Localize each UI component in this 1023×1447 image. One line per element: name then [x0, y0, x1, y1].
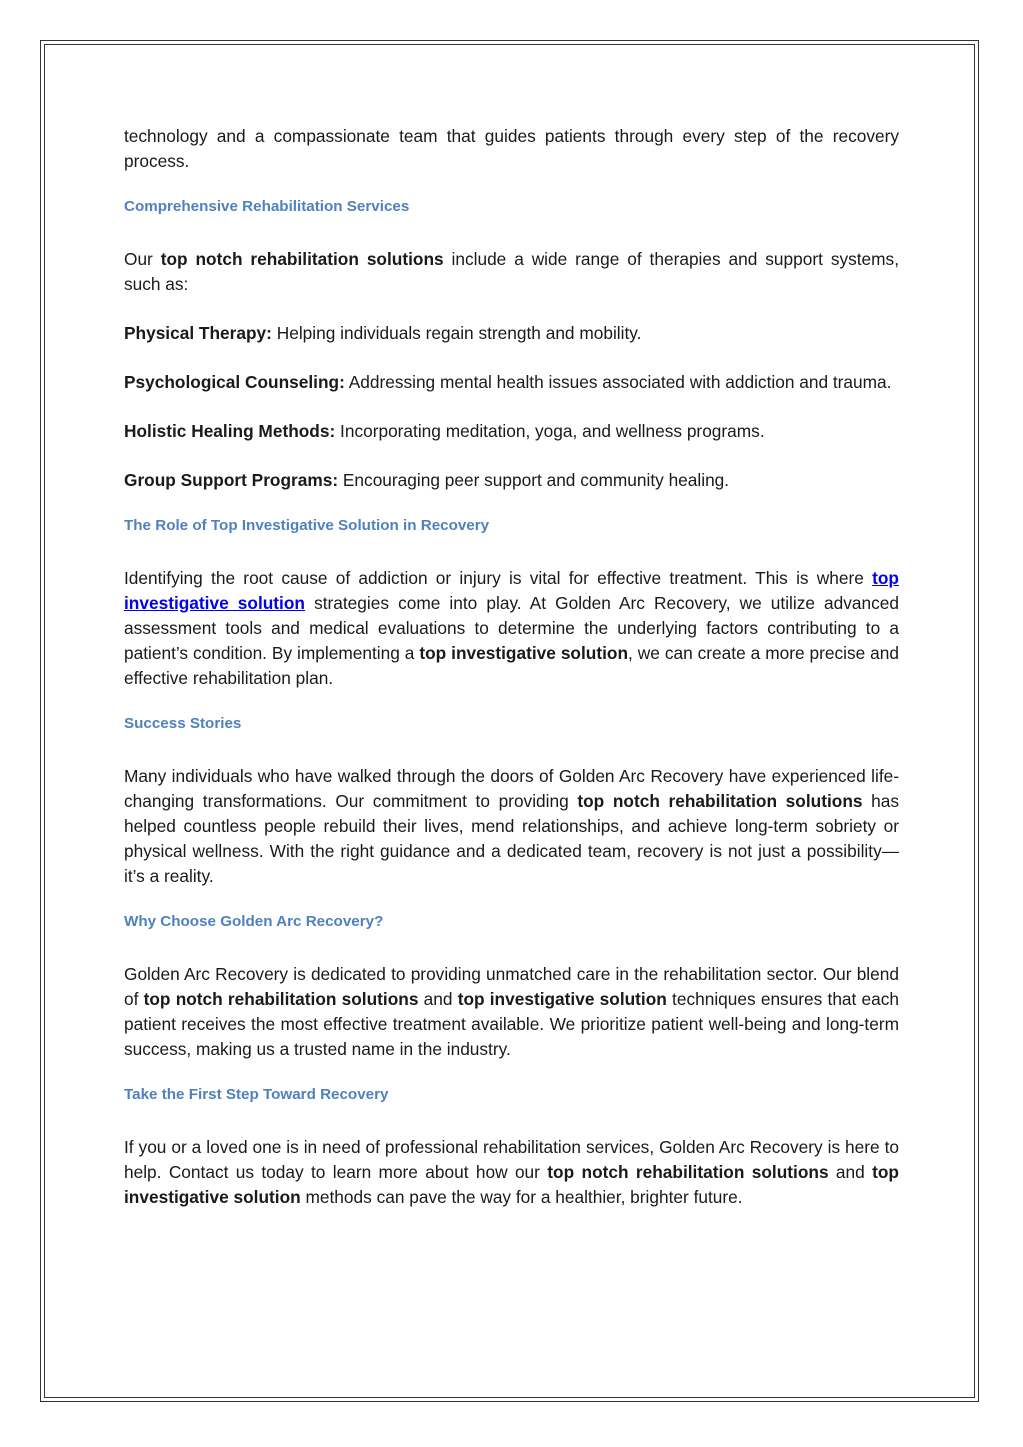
- first-step-paragraph: If you or a loved one is in need of professional rehabilitation services, Golden Arc Recovery is here to help. Contact us today to learn more about how our top notch rehabilitation solutions and top investigative solution methods can pave the way for a healthier, brighter future.: [124, 1137, 899, 1207]
- service-item-physical-therapy: Physical Therapy: Helping individuals regain strength and mobility.: [124, 323, 642, 343]
- services-intro-paragraph: Our top notch rehabilitation solutions include a wide range of therapies and support systems, such as:: [124, 249, 899, 294]
- why-choose-paragraph: Golden Arc Recovery is dedicated to providing unmatched care in the rehabilitation sector. Our blend of top notch rehabilitation solutions and top investigative solution techniques ensures that each patient receives the most effective treatment available. We prioritize patient well-being and long-term success, making us a trusted name in the industry.: [124, 964, 900, 1059]
- keyword-bold: top notch rehabilitation solutions: [160, 249, 444, 269]
- section-heading-investigative: The Role of Top Investigative Solution in Recovery: [124, 517, 490, 534]
- section-heading-services: Comprehensive Rehabilitation Services: [124, 198, 410, 215]
- service-item-group-support: Group Support Programs: Encouraging peer support and community healing.: [124, 470, 730, 490]
- service-item-holistic-healing: Holistic Healing Methods: Incorporating meditation, yoga, and wellness programs.: [124, 421, 765, 441]
- section-heading-success-stories: Success Stories: [124, 715, 242, 732]
- top-investigative-solution-link[interactable]: top investigative solution: [124, 568, 899, 613]
- section-heading-why-choose: Why Choose Golden Arc Recovery?: [124, 913, 384, 930]
- service-item-psychological-counseling: Psychological Counseling: Addressing mental health issues associated with addiction and trauma.: [124, 372, 892, 392]
- section-heading-first-step: Take the First Step Toward Recovery: [124, 1086, 389, 1103]
- intro-paragraph: technology and a compassionate team that guides patients through every step of the recovery process.: [124, 126, 899, 171]
- document-body: [124, 124, 899, 1210]
- investigative-paragraph: Identifying the root cause of addiction or injury is vital for effective treatment. This is where top investigative solution strategies come into play. At Golden Arc Recovery, we utilize advanced assessment tools and medical evaluations to determine the underlying factors contributing to a patient’s condition. By implementing a top investigative solution, we can create a more precise and effective rehabilitation plan.: [124, 568, 900, 688]
- success-stories-paragraph: Many individuals who have walked through the doors of Golden Arc Recovery have experienced life-changing transformations. Our commitment to providing top notch rehabilitation solutions has helped countless people rebuild their lives, mend relationships, and achieve long-term sobriety or physical wellness. With the right guidance and a dedicated team, recovery is not just a possibility—it’s a reality.: [124, 766, 900, 886]
